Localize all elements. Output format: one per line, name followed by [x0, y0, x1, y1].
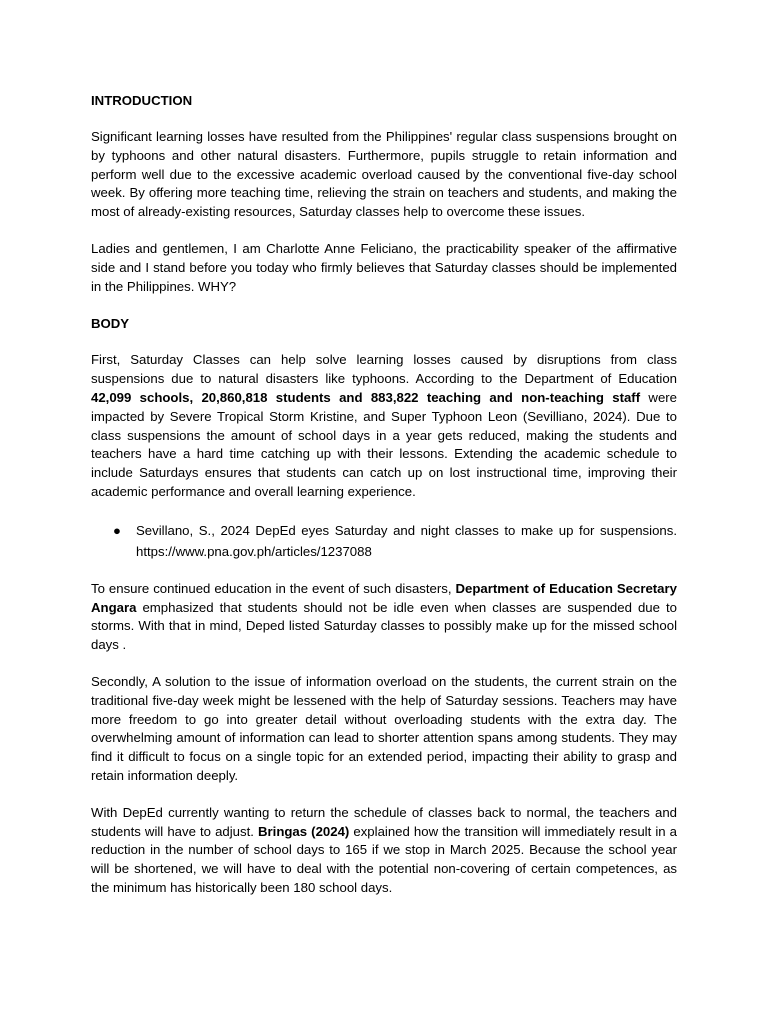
- body-heading: BODY: [91, 316, 130, 332]
- introduction-paragraph-2: Ladies and gentlemen, I am Charlotte Anne Feliciano, the practicability speaker of the affirmative side and I stand before you today who firmly believes that Saturday classes should be implemented in the Philippines. WHY?: [91, 240, 677, 294]
- body-paragraph-2-text-a: To ensure continued education in the event of such disasters,: [91, 580, 456, 596]
- body-paragraph-1: [91, 351, 677, 501]
- body-paragraph-1-text-a: First, Saturday Classes can help solve learning losses caused by disruptions from class suspensions due to natural disasters like typhoons. According to the Department of Education: [91, 352, 677, 387]
- impact-statistics: 42,099 schools, 20,860,818 students and 883,822 teaching and non-teaching staff: [91, 389, 641, 405]
- body-paragraph-3: Secondly, A solution to the issue of information overload on the students, the current strain on the traditional five-day week might be lessened with the help of Saturday sessions. Teachers may have more freedom to go into greater detail without overloading students with the extra day. The overwhelming amount of information can lead to shorter attention spans among students. They may find it difficult to focus on a single topic for an extended period, impacting their ability to grasp and retain information deeply.: [91, 673, 677, 783]
- body-paragraph-2-text-b: emphasized that students should not be idle even when classes are suspended due to storms. With that in mind, Deped listed Saturday classes to possibly make up for the missed school days .: [91, 599, 677, 653]
- introduction-heading: INTRODUCTION: [91, 93, 193, 108]
- body-paragraph-4-text-a: With DepEd currently wanting to return the schedule of classes back to normal, the teachers and students will have to adjust.: [91, 804, 677, 839]
- bringas-citation: Bringas (2024): [258, 823, 350, 839]
- body-paragraph-2: [91, 580, 677, 655]
- bullet-icon: ●: [113, 522, 121, 538]
- body-paragraph-4: [91, 804, 677, 898]
- reference-item: [91, 520, 677, 562]
- body-paragraph-4-text-b: explained how the transition will immediately result in a reduction in the number of school days to 165 if we stop in March 2025. Because the school year will be shortened, we will have to deal with the potential non-covering of certain competences, as the minimum has historically been 180 school days.: [91, 823, 677, 895]
- body-paragraph-1-text-b: were impacted by Severe Tropical Storm Kristine, and Super Typhoon Leon (Sevilliano, 2024). Due to class suspensions the amount of school days in a year gets reduced, making the students and teachers have a hard time catching up with their lessons. Extending the academic schedule to include Saturdays ensures that students can catch up on lost instructional time, improving their academic performance and overall learning experience.: [91, 389, 677, 499]
- introduction-paragraph-1: Significant learning losses have resulted from the Philippines' regular class suspensions brought on by typhoons and other natural disasters. Furthermore, pupils struggle to retain information and perform well due to the excessive academic overload caused by the conventional five-day school week. By offering more teaching time, relieving the strain on teachers and students, and making the most of already-existing resources, Saturday classes help to overcome these issues.: [91, 129, 677, 220]
- reference-list: [91, 520, 677, 562]
- reference-text: Sevillano, S., 2024 DepEd eyes Saturday and night classes to make up for suspensions. https://www.pna.gov.ph/articles/1237088: [136, 522, 677, 559]
- secretary-angara: Department of Education Secretary Angara: [91, 580, 677, 615]
